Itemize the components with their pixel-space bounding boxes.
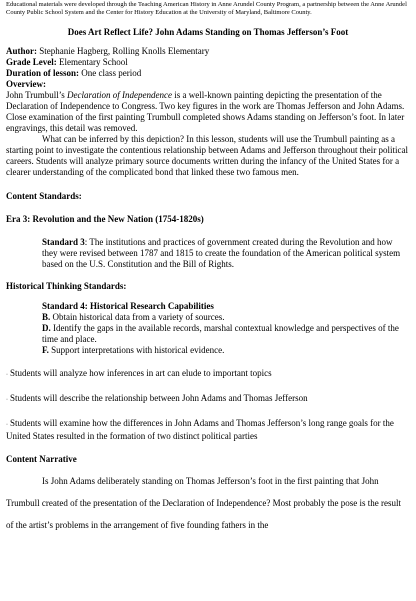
item-text: Obtain historical data from a variety of sources. (50, 312, 225, 322)
overview-text-a: John Trumbull’s (6, 90, 68, 100)
objective-bullet (6, 368, 410, 381)
header-note: Educational materials were developed through the Teaching American History in Anne Arundel County Program, a partnership between the Anne Arundel County Public School System and the Center for History Education at the University of Maryland, Baltimore County. (6, 1, 407, 16)
grade-value: Elementary School (59, 57, 128, 67)
item-letter: F. (42, 345, 49, 355)
content-narrative (6, 470, 410, 536)
standard-4-item (42, 323, 410, 345)
standard-4-item (42, 345, 410, 356)
overview-text-b: is a well-known painting depicting the presentation of the Declaration of Independence to Congress. Two key figures in the work are Thomas Jefferson and John Adams. Close examination of the first painting Trumbull completed shows Adams standing on Jefferson’s foot. In later engravings, this detail was removed. (6, 90, 405, 133)
standard-3-label: Standard 3 (42, 237, 85, 247)
painting-title: Declaration of Independence (67, 90, 172, 100)
item-letter: B. (42, 312, 51, 322)
narrative-paragraph: Is John Adams deliberately standing on Thomas Jefferson’s foot in the first painting that John Trumbull created of the presentation of the Declaration of Independence? Most probably the pose is the result of the artist’s problems in the arrangement of five founding fathers in the (6, 476, 402, 530)
bullet-dot-icon: · (6, 422, 8, 428)
author-value: Stephanie Hagberg, Rolling Knolls Elementary (39, 46, 210, 56)
overview-paragraph-2: What can be inferred by this depiction? In this lesson, students will use the Trumbull painting as a starting point to investigate the contentious relationship between Adams and Jefferson throughout their political careers. Students will analyze primary source documents written during the infancy of the United States for a clearer understanding of the complicated bond that linked these two famous men. (6, 134, 408, 177)
duration-line (6, 68, 410, 79)
overview-paragraph-1 (6, 90, 410, 134)
item-letter: D. (42, 323, 51, 333)
duration-label: Duration of lesson: (6, 68, 80, 78)
bullet-dot-icon: · (6, 372, 8, 378)
author-line (6, 46, 410, 57)
lesson-title: Does Art Reflect Life? John Adams Standing on Thomas Jefferson’s Foot (67, 27, 349, 37)
author-label: Author: (6, 46, 37, 56)
bullet-dot-icon: · (6, 397, 8, 403)
grade-label: Grade Level: (6, 57, 57, 67)
grade-line (6, 57, 410, 68)
standard-4-item (42, 312, 410, 323)
item-text: Support interpretations with historical evidence. (48, 345, 225, 355)
era-heading: Era 3: Revolution and the New Nation (1754-1820s) (6, 214, 204, 224)
standard-4 (42, 301, 410, 356)
objective-text: Students will examine how the differences in John Adams and Thomas Jefferson’s long range goals for the United States resulted in the formation of two distinct political parties (6, 418, 394, 441)
standard-4-title: Standard 4: Historical Research Capabilities (42, 301, 214, 311)
standard-3 (42, 237, 410, 270)
historical-thinking-heading: Historical Thinking Standards: (6, 281, 127, 291)
duration-value: One class period (81, 68, 142, 78)
objective-bullet (6, 418, 410, 442)
overview-heading: Overview: (6, 79, 46, 89)
objective-bullet (6, 393, 410, 406)
content-narrative-heading: Content Narrative (6, 454, 77, 464)
objective-text: Students will describe the relationship between John Adams and Thomas Jefferson (10, 393, 308, 403)
document-page (0, 1, 416, 601)
objective-text: Students will analyze how inferences in art can elude to important topics (10, 368, 272, 378)
standard-3-text: : The institutions and practices of government created during the Revolution and how they were revised between 1787 and 1815 to create the foundation of the American political system based on the U.S. Constitution and the Bill of Rights. (42, 237, 401, 269)
lesson-meta (6, 46, 410, 90)
content-standards-heading: Content Standards: (6, 191, 82, 201)
item-text: Identify the gaps in the available records, marshal contextual knowledge and perspectives of the time and place. (42, 323, 399, 344)
